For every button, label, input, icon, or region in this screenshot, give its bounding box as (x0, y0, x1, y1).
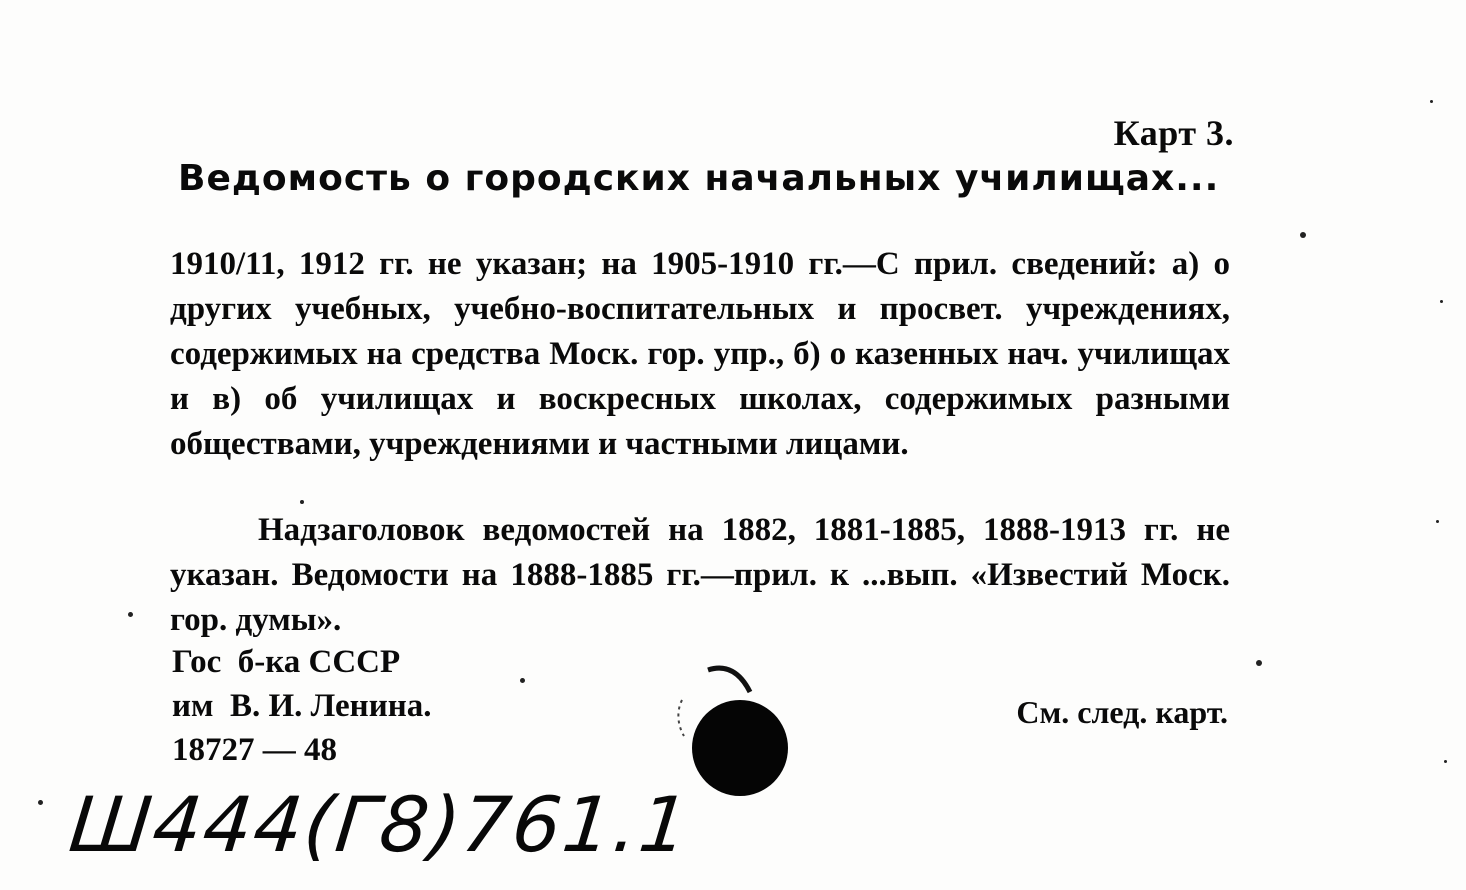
punch-hole (692, 700, 788, 796)
see-next-card: См. след. карт. (1016, 694, 1228, 730)
card-number: Карт 3. (1113, 113, 1234, 153)
library-line-1: Гос б-ка СССР (172, 644, 401, 680)
card-paragraph-2: Надзаголовок ведомостей на 1882, 1881-1885, 1888-1913 гг. не указан. Ведомости на 1888-1885 гг.—прил. к ...вып. «Известий Моск. гор. думы». (170, 512, 1230, 638)
handwritten-shelfmark: Ш444(Г8)761.1 (65, 780, 695, 869)
speckle (128, 612, 133, 617)
speckle (1300, 232, 1306, 238)
speckle (1436, 520, 1439, 523)
speckle (1440, 300, 1443, 303)
speckle (1256, 660, 1262, 666)
speckle (1444, 760, 1447, 763)
library-line-3: 18727 — 48 (172, 732, 337, 768)
speckle (300, 500, 304, 504)
speckle (1430, 100, 1433, 103)
speckle (520, 678, 525, 683)
speckle (38, 800, 43, 805)
library-stamp (172, 640, 431, 772)
card-heading: Ведомость о городских начальных училищах... (178, 158, 1220, 199)
library-line-2: им В. И. Ленина. (172, 688, 432, 724)
card-paragraph-1: 1910/11, 1912 гг. не указан; на 1905-1910 гг.—С прил. сведений: а) о других учебных, учебно-воспитательных и просвет. учреждениях, содержимых на средства Моск. гор. упр., б) о казенных нач. училищах и в) об училищах и воскресных школах, содержимых разными обществами, учреждениями и частными лицами. (170, 246, 1230, 462)
